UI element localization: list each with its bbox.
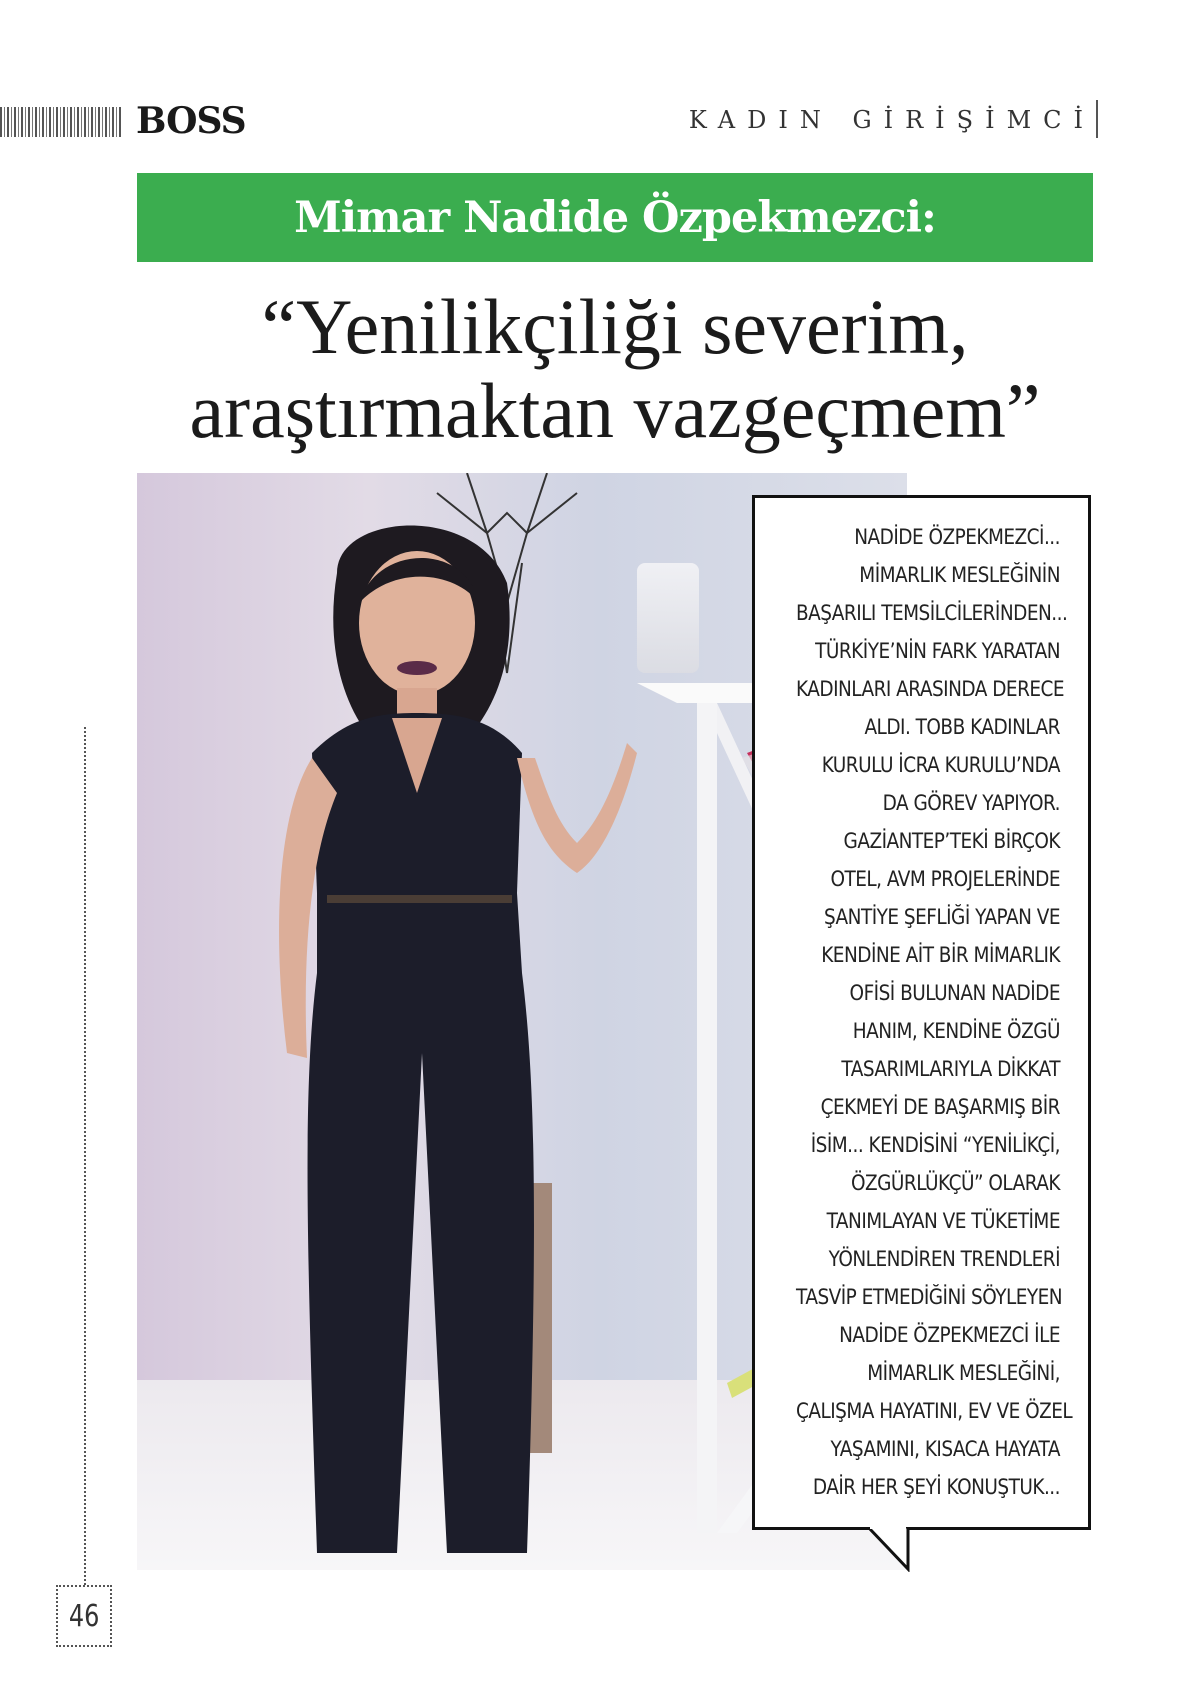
callout-line: ÇEKMEYİ DE BAŞARMIŞ BİR: [820, 1095, 1060, 1119]
callout-line: BAŞARILI TEMSİLCİLERİNDEN...: [796, 601, 1068, 625]
callout-line: İSİM... KENDİSİNİ “YENİLİKÇİ,: [810, 1133, 1060, 1157]
callout-line: ÇALIŞMA HAYATINI, EV VE ÖZEL: [796, 1399, 1073, 1423]
callout-line: HANIM, KENDİNE ÖZGÜ: [852, 1019, 1060, 1043]
barcode-decoration: [0, 107, 123, 137]
callout-line: GAZİANTEP’TEKİ BİRÇOK: [843, 829, 1060, 853]
banner-title: Mimar Nadide Özpekmezci:: [294, 192, 936, 243]
callout-line: MİMARLIK MESLEĞİNİ,: [867, 1361, 1060, 1385]
callout-text: [796, 518, 1073, 1506]
intro-callout: [752, 495, 1091, 1530]
callout-line: OTEL, AVM PROJELERİNDE: [830, 867, 1060, 891]
magazine-logo: BOSS: [136, 100, 246, 142]
callout-line: KENDİNE AİT BİR MİMARLIK: [821, 943, 1060, 967]
section-title: KADIN GİRİŞİMCİ: [688, 106, 1095, 134]
headline: [100, 285, 1130, 453]
callout-line: ŞANTİYE ŞEFLİĞİ YAPAN VE: [824, 905, 1060, 929]
woman-figure: [217, 493, 637, 1570]
callout-line: KADINLARI ARASINDA DERECE: [796, 677, 1065, 701]
callout-line: TANIMLAYAN VE TÜKETİME: [826, 1209, 1060, 1233]
callout-line: KURULU İCRA KURULU’NDA: [821, 753, 1060, 777]
callout-line: NADİDE ÖZPEKMEZCİ...: [854, 525, 1060, 549]
callout-line: YÖNLENDİREN TRENDLERİ: [828, 1247, 1060, 1271]
callout-tail: [868, 1527, 928, 1572]
page-number: 46: [68, 1598, 100, 1634]
headline-line-1: “Yenilikçiliği severim,: [261, 283, 969, 370]
callout-line: OFİSİ BULUNAN NADİDE: [849, 981, 1060, 1005]
callout-line: MİMARLIK MESLEĞİNİN: [859, 563, 1060, 587]
callout-line: NADİDE ÖZPEKMEZCİ İLE: [839, 1323, 1060, 1347]
margin-dotted-rule: [84, 727, 86, 1585]
callout-line: DA GÖREV YAPIYOR.: [882, 791, 1060, 815]
title-banner: [137, 173, 1093, 262]
callout-line: YAŞAMINI, KISACA HAYATA: [830, 1437, 1060, 1461]
section-divider: [1096, 100, 1098, 138]
callout-line: ALDI. TOBB KADINLAR: [864, 715, 1060, 739]
callout-line: TASARIMLARIYLA DİKKAT: [841, 1057, 1060, 1081]
headline-line-2: araştırmaktan vazgeçmem”: [189, 367, 1041, 454]
callout-line: TASVİP ETMEDİĞİNİ SÖYLEYEN: [796, 1285, 1063, 1309]
award-plaque: [637, 563, 699, 673]
callout-line: TÜRKİYE’NİN FARK YARATAN: [815, 639, 1060, 663]
page-number-box: [56, 1585, 112, 1647]
callout-line: ÖZGÜRLÜKÇÜ” OLARAK: [850, 1171, 1060, 1195]
callout-line: DAİR HER ŞEYİ KONUŞTUK...: [812, 1475, 1060, 1499]
